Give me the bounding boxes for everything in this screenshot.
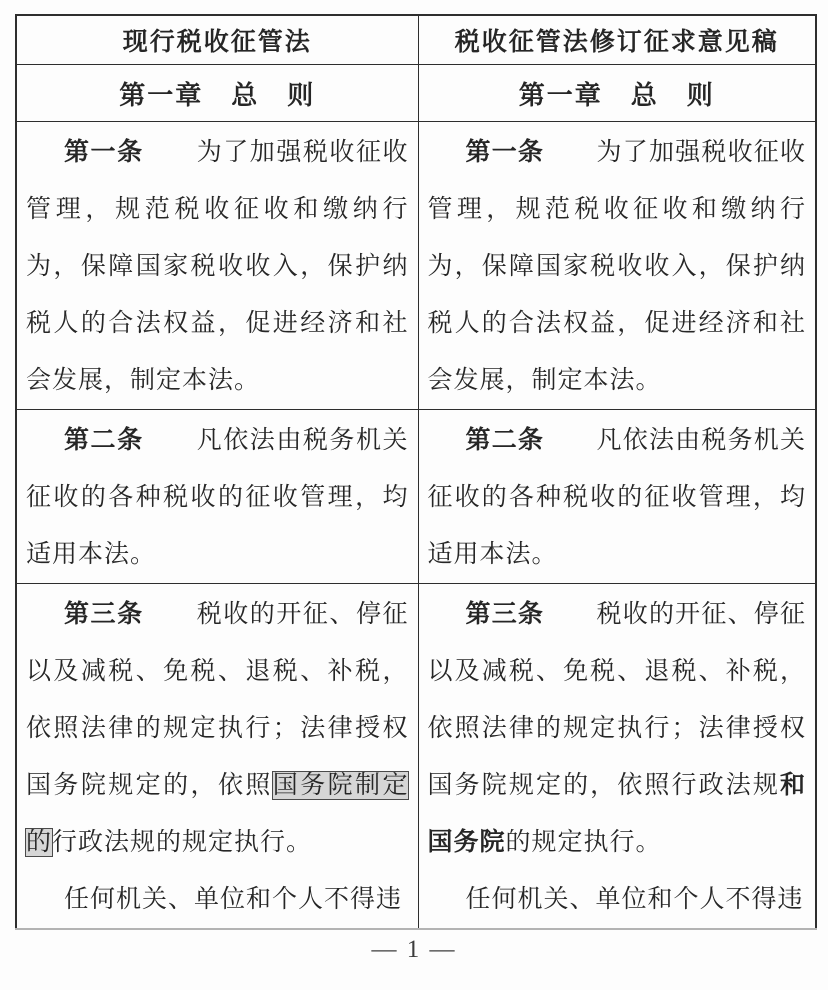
text-segment: 任何机关、单位和个人不得违: [64, 886, 403, 913]
article-2-current-text: [26, 410, 409, 583]
article-1-current-cell: [16, 122, 418, 410]
law-paragraph: [428, 412, 807, 583]
text-segment: 为了加强税收征收管理，规范税收征收和缴纳行为，保障国家税收收入，保护纳税人的合法权益，促进经济和社会发展，制定本法。: [427, 139, 806, 394]
bold-text: 和国务院: [427, 772, 806, 856]
article-1-current-text: [26, 122, 409, 409]
article-1-draft-text: [428, 122, 807, 409]
article-3-current-cell: [16, 584, 418, 930]
text-segment: 税收的开征、停征以及减税、免税、退税、补税，依照法律的规定执行；法律授权国务院规定的，依照: [26, 601, 409, 799]
article-1-draft-cell: [418, 122, 816, 410]
chapter-title-row: [16, 65, 816, 122]
table-header-row: [16, 15, 816, 65]
law-paragraph: [428, 124, 807, 409]
article-2-draft-text: [428, 410, 807, 583]
article-3-draft-cell: [418, 584, 816, 930]
bold-text: 第一条: [64, 139, 144, 166]
text-segment: 凡依法由税务机关征收的各种税收的征收管理，均适用本法。: [427, 427, 806, 568]
law-paragraph: [26, 871, 409, 928]
article-2-current-cell: [16, 410, 418, 584]
law-paragraph: [428, 586, 807, 871]
law-paragraph: [428, 871, 807, 928]
text-segment: 为了加强税收征收管理，规范税收征收和缴纳行为，保障国家税收收入，保护纳税人的合法权益，促进经济和社会发展，制定本法。: [26, 139, 409, 394]
law-paragraph: [26, 586, 409, 871]
article-2-draft-cell: [418, 410, 816, 584]
law-paragraph: [26, 412, 409, 583]
article-2-row: [16, 410, 816, 584]
bold-text: 第三条: [465, 601, 545, 628]
bold-text: 第三条: [64, 601, 144, 628]
article-3-current-text: [26, 584, 409, 928]
highlighted-text: 国务院制定的: [26, 772, 409, 856]
page-number: — 1 —: [371, 936, 457, 963]
law-comparison-table: [15, 14, 817, 930]
chapter-title-right: 第一章 总 则: [418, 65, 816, 122]
bold-text: 第一条: [465, 139, 545, 166]
law-paragraph: [26, 124, 409, 409]
bold-text: 第二条: [465, 427, 545, 454]
text-segment: 的规定执行。: [505, 829, 662, 856]
text-segment: 任何机关、单位和个人不得违: [465, 886, 804, 913]
text-segment: 税收的开征、停征以及减税、免税、退税、补税，依照法律的规定执行；法律授权国务院规定的，依照行政法规: [427, 601, 806, 799]
text-segment: 行政法规的规定执行。: [52, 829, 313, 856]
chapter-title-left: 第一章 总 则: [16, 65, 418, 122]
article-3-draft-text: [428, 584, 807, 928]
bold-text: 第二条: [64, 427, 144, 454]
article-1-row: [16, 122, 816, 410]
text-segment: 凡依法由税务机关征收的各种税收的征收管理，均适用本法。: [26, 427, 409, 568]
article-3-row: [16, 584, 816, 930]
column-header-revision-draft: 税收征管法修订征求意见稿: [418, 15, 816, 65]
column-header-current-law: 现行税收征管法: [16, 15, 418, 65]
